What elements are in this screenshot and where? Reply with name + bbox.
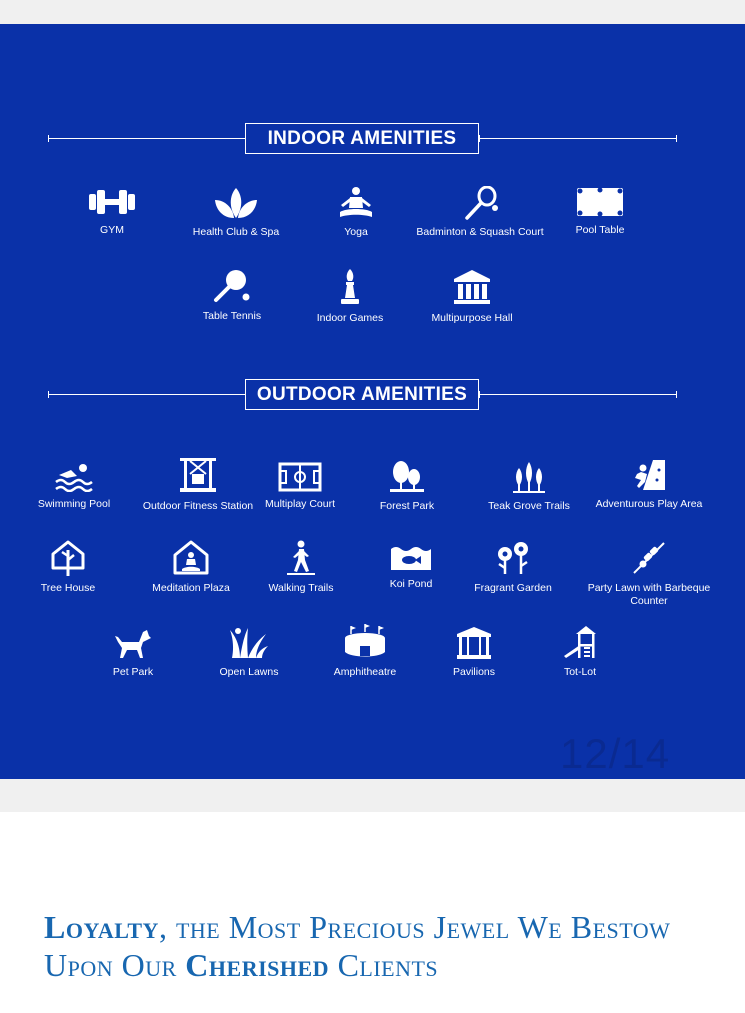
heading-rule-left bbox=[48, 138, 246, 139]
amenity-label: Adventurous Play Area bbox=[595, 498, 703, 510]
hall-icon bbox=[452, 268, 492, 306]
trees-icon bbox=[387, 460, 427, 494]
stadium-icon bbox=[343, 624, 387, 660]
dumbbell-icon bbox=[87, 186, 137, 218]
amenity-label: Swimming Pool bbox=[37, 498, 111, 510]
court-icon bbox=[278, 462, 322, 492]
amenity-label: Meditation Plaza bbox=[152, 582, 230, 594]
amenity-tree-house bbox=[3, 540, 133, 595]
amenity-label: Pool Table bbox=[575, 224, 625, 236]
amenity-tot-lot bbox=[515, 624, 645, 679]
fish-icon bbox=[389, 544, 433, 572]
chess-icon bbox=[335, 268, 365, 306]
tagline-part-1: Loyalty bbox=[44, 909, 159, 945]
amenity-label: Badminton & Squash Court bbox=[416, 226, 544, 238]
amenity-label: Tree House bbox=[40, 582, 96, 594]
amenity-swimming-pool bbox=[9, 462, 139, 511]
pool-table-icon bbox=[576, 186, 624, 218]
amenity-label: Pet Park bbox=[112, 666, 154, 678]
amenity-label: Fragrant Garden bbox=[474, 582, 552, 594]
amenity-label: Party Lawn with Barbeque Counter bbox=[587, 582, 711, 607]
grass-icon bbox=[228, 624, 270, 660]
amenity-label: Forest Park bbox=[379, 500, 435, 512]
tagline-part-2: , the Most Precious Jewel We Bestow Upon Our bbox=[44, 909, 671, 983]
swimmer-icon bbox=[53, 462, 95, 492]
dog-icon bbox=[113, 628, 153, 660]
amenity-teak-grove bbox=[464, 460, 594, 513]
table-tennis-icon bbox=[212, 268, 252, 304]
amenity-label: Pavilions bbox=[452, 666, 496, 678]
amenity-label: Yoga bbox=[344, 226, 368, 238]
amenities-panel bbox=[0, 24, 745, 779]
pavilion-icon bbox=[455, 626, 493, 660]
amenity-multipurpose-hall bbox=[407, 268, 537, 325]
amenity-pool-table bbox=[535, 186, 665, 237]
tagline-part-3: Cherished bbox=[185, 947, 330, 983]
amenity-indoor-games bbox=[285, 268, 415, 325]
amenity-health-club bbox=[171, 186, 301, 239]
amenity-label: Outdoor Fitness Station bbox=[142, 500, 254, 512]
amenity-label: Health Club & Spa bbox=[192, 226, 280, 238]
flowers-icon bbox=[493, 540, 533, 576]
page-gap bbox=[0, 779, 745, 812]
amenity-label: Multipurpose Hall bbox=[431, 312, 513, 324]
meditation-icon bbox=[172, 540, 210, 576]
amenity-party-lawn bbox=[584, 540, 714, 608]
tree-house-icon bbox=[50, 540, 86, 576]
indoor-heading: INDOOR AMENITIES bbox=[245, 123, 479, 154]
amenity-label: Indoor Games bbox=[316, 312, 384, 324]
walking-icon bbox=[283, 540, 319, 576]
amenity-open-lawns bbox=[184, 624, 314, 679]
amenity-label: Walking Trails bbox=[268, 582, 334, 594]
amenity-label: Amphitheatre bbox=[333, 666, 397, 678]
page-number: 12/14 bbox=[560, 730, 671, 777]
amenity-label: Table Tennis bbox=[202, 310, 262, 322]
amenity-label: Open Lawns bbox=[219, 666, 279, 678]
heading-rule-right bbox=[479, 138, 677, 139]
yoga-icon bbox=[336, 186, 376, 220]
lotus-icon bbox=[213, 186, 259, 220]
playground-icon bbox=[560, 624, 600, 660]
amenity-pet-park bbox=[68, 628, 198, 679]
grove-icon bbox=[509, 460, 549, 494]
amenity-label: Koi Pond bbox=[389, 578, 433, 590]
amenity-label: GYM bbox=[100, 224, 124, 236]
outdoor-heading: OUTDOOR AMENITIES bbox=[245, 379, 479, 410]
tagline bbox=[44, 908, 734, 984]
fitness-station-icon bbox=[178, 456, 218, 494]
amenity-label: Multiplay Court bbox=[264, 498, 336, 510]
tagline-part-4: Clients bbox=[329, 947, 439, 983]
amenity-label: Tot-Lot bbox=[563, 666, 597, 678]
amenity-adventurous-play bbox=[584, 458, 714, 511]
amenity-label: Teak Grove Trails bbox=[488, 500, 570, 512]
climbing-icon bbox=[629, 458, 669, 492]
heading-rule-left bbox=[48, 394, 246, 395]
heading-rule-right bbox=[479, 394, 677, 395]
amenity-gym bbox=[47, 186, 177, 237]
skewer-icon bbox=[631, 540, 667, 576]
racket-icon bbox=[460, 186, 500, 220]
amenity-yoga bbox=[291, 186, 421, 239]
amenity-table-tennis bbox=[167, 268, 297, 323]
amenity-forest-park bbox=[342, 460, 472, 513]
amenity-badminton bbox=[415, 186, 545, 239]
amenity-fragrant-garden bbox=[448, 540, 578, 595]
